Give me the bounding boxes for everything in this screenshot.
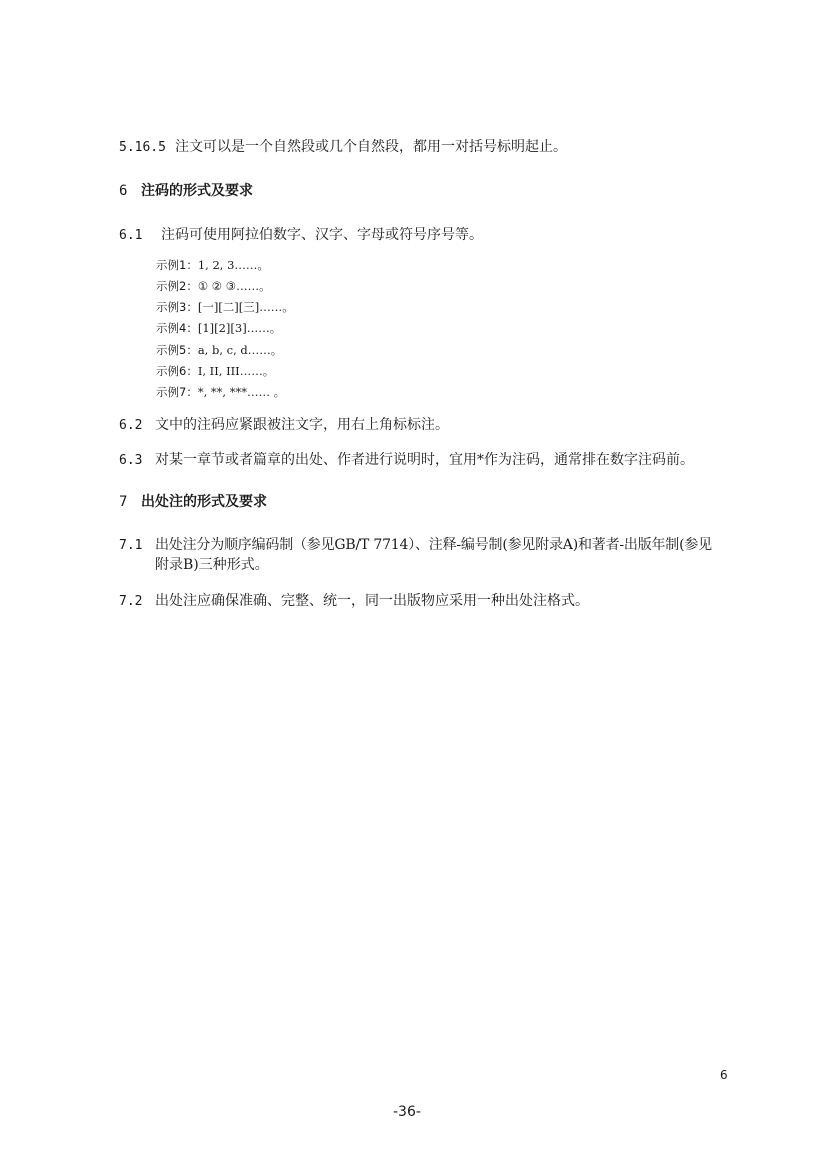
clause-text: 文中的注码应紧跟被注文字，用右上角标标注。: [155, 417, 449, 433]
example-value: *, **, ***…… 。: [197, 385, 286, 399]
example-item: [156, 342, 282, 358]
clause-number: 6.1: [119, 228, 143, 243]
section-title: 注码的形式及要求: [141, 183, 253, 199]
example-value: I, II, III……。: [197, 364, 275, 378]
clause-6-3: [119, 451, 694, 470]
section-7-heading: [119, 493, 267, 511]
example-item: [156, 384, 285, 400]
clause-number: 6.2: [119, 418, 143, 433]
example-item: [156, 299, 294, 315]
clause-number: 7.2: [119, 594, 143, 609]
clause-text: 注文可以是一个自然段或几个自然段，都用一对括号标明起止。: [175, 139, 567, 155]
example-label: 示例7：: [156, 385, 198, 399]
clause-7-1: [119, 536, 712, 555]
example-value: 1, 2, 3……。: [197, 258, 269, 272]
example-label: 示例6：: [156, 364, 198, 378]
section-6-heading: [119, 182, 253, 200]
clause-number: 6.3: [119, 453, 143, 468]
section-number: 6: [119, 183, 128, 199]
example-item: [156, 363, 274, 379]
example-value: ① ② ③……。: [197, 279, 271, 293]
clause-6-2: [119, 416, 449, 435]
section-title: 出处注的形式及要求: [141, 494, 267, 510]
clause-text-line-1: 出处注分为顺序编码制（参见GB/T 7714）、注释-编号制(参见附录A)和著者-出版年制(参见: [155, 537, 712, 553]
example-item: [156, 278, 271, 294]
example-label: 示例2：: [156, 279, 198, 293]
example-value: a, b, c, d……。: [197, 343, 283, 357]
clause-text: 注码可使用阿拉伯数字、汉字、字母或符号序号等。: [161, 227, 483, 243]
clause-number: 5.16.5: [119, 140, 166, 155]
clause-text-line-2: 附录B)三种形式。: [155, 557, 269, 573]
section-number: 7: [119, 494, 128, 510]
folio-number: -36-: [393, 1104, 421, 1120]
example-item: [156, 320, 281, 336]
example-label: 示例4：: [156, 321, 198, 335]
example-label: 示例3：: [156, 300, 198, 314]
example-value: [1][2][3]……。: [197, 321, 282, 335]
clause-7-2: [119, 592, 589, 611]
clause-7-1-continuation: [155, 556, 269, 574]
clause-5-16-5: [119, 138, 567, 157]
example-value: [一][二][三]……。: [197, 300, 294, 314]
page-number: 6: [720, 1068, 728, 1082]
clause-6-1: [119, 226, 483, 245]
clause-number: 7.1: [119, 538, 143, 553]
clause-text: 出处注应确保准确、完整、统一，同一出版物应采用一种出处注格式。: [155, 593, 589, 609]
example-label: 示例1：: [156, 258, 198, 272]
example-label: 示例5：: [156, 343, 198, 357]
clause-text: 对某一章节或者篇章的出处、作者进行说明时，宜用*作为注码，通常排在数字注码前。: [155, 452, 694, 468]
example-item: [156, 257, 269, 273]
